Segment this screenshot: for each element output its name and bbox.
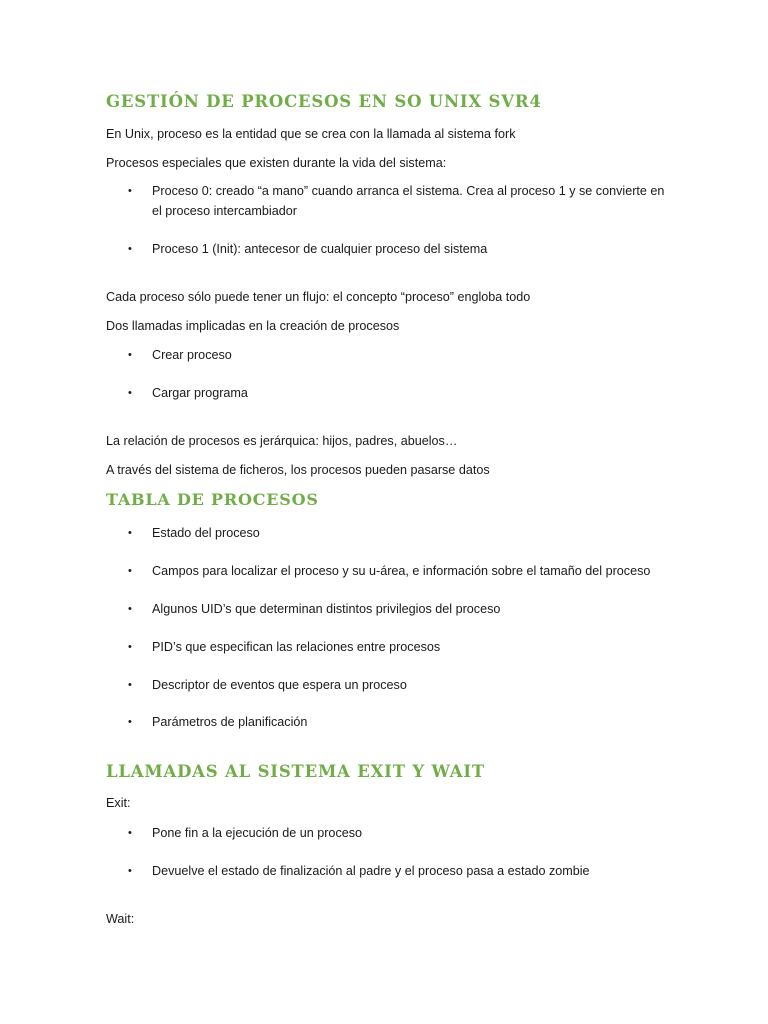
label-wait: Wait: xyxy=(106,912,135,926)
list-item: Crear proceso xyxy=(152,348,232,362)
bullet-dot: • xyxy=(128,603,132,615)
list-item: Proceso 1 (Init): antecesor de cualquier proceso del sistema xyxy=(152,242,488,256)
bullet-dot: • xyxy=(128,185,132,197)
list-item: PID’s que especifican las relaciones entre procesos xyxy=(152,640,441,654)
section-heading-gestion: GESTIÓN DE PROCESOS EN SO UNIX SVR4 xyxy=(106,92,542,111)
paragraph: La relación de procesos es jerárquica: hijos, padres, abuelos… xyxy=(106,434,458,448)
list-item: Proceso 0: creado “a mano” cuando arranca el sistema. Crea al proceso 1 y se convierte en el proceso intercambiador xyxy=(152,184,665,218)
bullet-dot: • xyxy=(128,565,132,577)
bullet-dot: • xyxy=(128,641,132,653)
bullet-dot: • xyxy=(128,527,132,539)
paragraph: En Unix, proceso es la entidad que se crea con la llamada al sistema fork xyxy=(106,127,516,141)
paragraph: Dos llamadas implicadas en la creación de procesos xyxy=(106,319,400,333)
paragraph: Cada proceso sólo puede tener un flujo: el concepto “proceso” engloba todo xyxy=(106,290,531,304)
section-heading-tabla: TABLA DE PROCESOS xyxy=(106,490,319,509)
list-item: Devuelve el estado de finalización al padre y el proceso pasa a estado zombie xyxy=(152,864,590,878)
list-item: Algunos UID’s que determinan distintos privilegios del proceso xyxy=(152,602,501,616)
bullet-dot: • xyxy=(128,865,132,877)
label-exit: Exit: xyxy=(106,796,131,810)
bullet-dot: • xyxy=(128,827,132,839)
bullet-dot: • xyxy=(128,679,132,691)
list-item: Campos para localizar el proceso y su u-área, e información sobre el tamaño del proceso xyxy=(152,564,651,578)
list-item: Descriptor de eventos que espera un proceso xyxy=(152,678,407,692)
bullet-dot: • xyxy=(128,387,132,399)
list-item: Cargar programa xyxy=(152,386,248,400)
section-heading-llamadas: LLAMADAS AL SISTEMA EXIT Y WAIT xyxy=(106,762,485,781)
bullet-dot: • xyxy=(128,716,132,728)
bullet-dot: • xyxy=(128,243,132,255)
paragraph: Procesos especiales que existen durante la vida del sistema: xyxy=(106,156,447,170)
list-item: Estado del proceso xyxy=(152,526,260,540)
list-item: Parámetros de planificación xyxy=(152,715,308,729)
paragraph: A través del sistema de ficheros, los procesos pueden pasarse datos xyxy=(106,463,490,477)
bullet-dot: • xyxy=(128,349,132,361)
list-item: Pone fin a la ejecución de un proceso xyxy=(152,826,363,840)
